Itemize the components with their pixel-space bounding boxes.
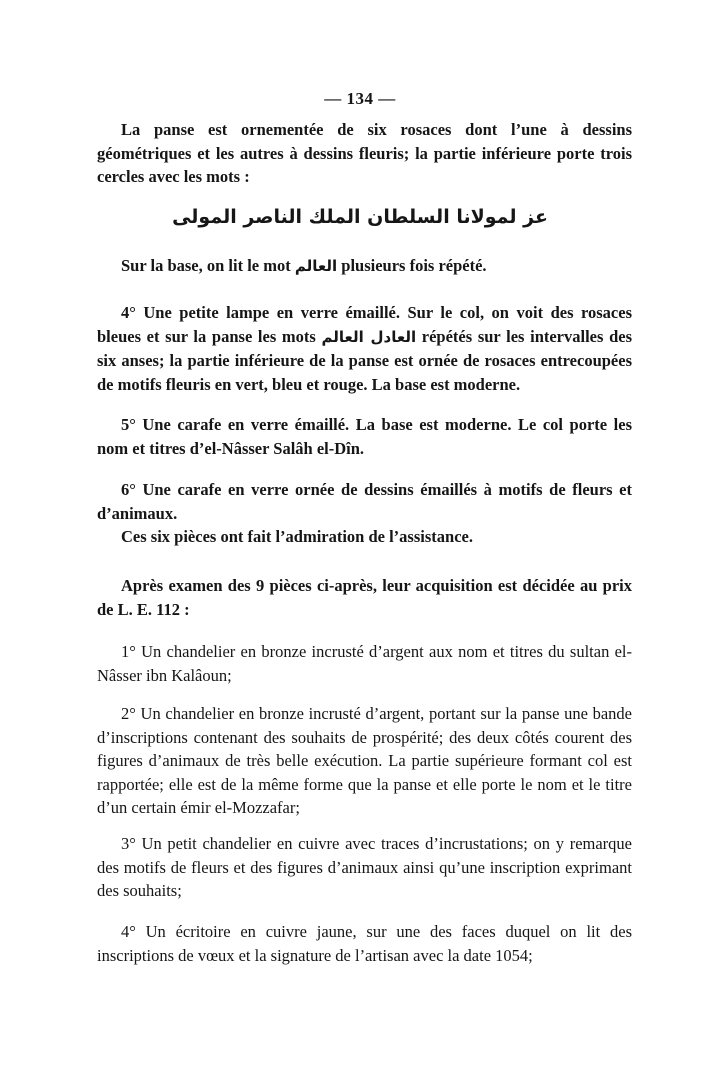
item-6-text: 6° Une carafe en verre ornée de dessins émaillés à motifs de fleurs et d’animaux. [97,480,632,523]
admiration-text: Ces six pièces ont fait l’admiration de l’assistance. [121,527,473,546]
base-text-after: plusieurs fois répété. [337,256,487,275]
item-4-lamp [97,301,632,396]
item-5 [97,413,632,460]
list-item: 1° Un chandelier en bronze incrusté d’argent aux nom et titres du sultan el-Nâsser ibn Kalâoun; [97,642,632,685]
list-item-2 [97,702,632,820]
lamp-text [97,301,632,396]
list-item-4 [97,920,632,967]
list-item-1 [97,640,632,687]
arabic-inscription: عز لمولانا السلطان الملك الناصر المولى [172,206,548,228]
lamp-text-1: 4° Une petite lampe en verre émaillé. Sur le col, on voit des rosaces bleues et sur la panse les mots [97,303,632,346]
acquisition-text: Après examen des 9 pièces ci-après, leur acquisition est décidée au prix de L. E. 112 : [97,576,632,619]
item-6 [97,478,632,549]
list-item: 2° Un chandelier en bronze incrusté d’argent, portant sur la panse une bande d’inscriptions contenant des souhaits de prospérité; des deux côtés courent des figures d’animaux de très belle exécution. La partie supérieure formant col est rapportée; elle est de la même forme que la panse et elle porte le nom et le titre d’un certain émir el-Mozzafar; [97,704,632,817]
arabic-word: العالم [294,257,338,275]
intro-text: La panse est ornementée de six rosaces dont l’une à dessins géométriques et les autres à dessins fleuris; la partie inférieure porte trois cercles avec les mots : [97,120,632,186]
acquisition [97,574,632,621]
paragraph-intro [97,118,632,189]
base-line [97,254,632,279]
list-item: 3° Un petit chandelier en cuivre avec traces d’incrustations; on y remarque des motifs de fleurs et des figures d’animaux ainsi qu’une inscription exprimant des souhaits; [97,834,632,900]
list-item-3 [97,832,632,903]
list-item: 4° Un écritoire en cuivre jaune, sur une des faces duquel on lit des inscriptions de vœux et la signature de l’artisan avec la date 1054; [97,922,632,965]
lamp-text-2: répétés sur les intervalles des six anses; la partie inférieure de la panse est ornée de rosaces entrecoupées de motifs fleuris en vert, bleu et rouge. La base est moderne. [97,326,633,394]
item-5-text: 5° Une carafe en verre émaillé. La base est moderne. Le col porte les nom et titres d’el-Nâsser Salâh el-Dîn. [97,415,632,458]
page-number: — 134 — [324,89,396,108]
base-text-before: Sur la base, on lit le mot [121,256,295,275]
arabic-words: العادل العالم [321,327,417,346]
paragraph-base [97,254,632,279]
